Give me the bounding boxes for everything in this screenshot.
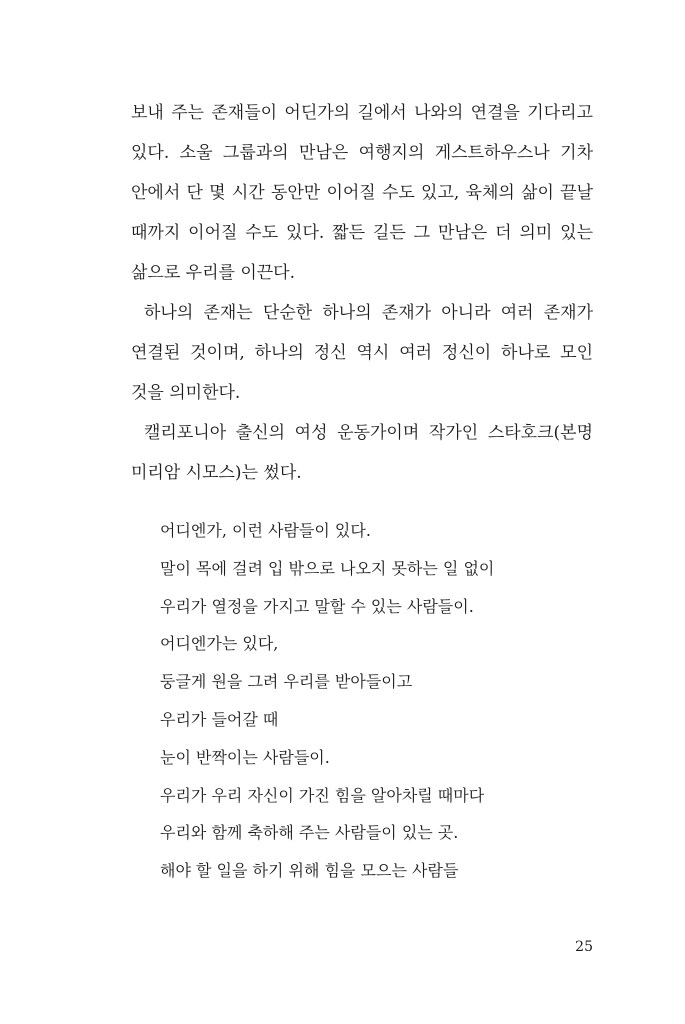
prose-paragraph: 하나의 존재는 단순한 하나의 존재가 아니라 여러 존재가 연결된 것이며, 하나의 정신 역시 여러 정신이 하나로 모인 것을 의미한다. [131,303,593,403]
page-number: 25 [575,939,593,955]
prose-section [131,93,593,493]
prose-paragraph: 보내 주는 존재들이 어딘가의 길에서 나와의 연결을 기다리고 있다. 소울 그룹과의 만남은 여행지의 게스트하우스나 기차 안에서 단 몇 시간 동안만 이어질 수도 있고, 육체의 삶이 끝날 때까지 이어질 수도 있다. 짧든 길든 그 만남은 더 의미 있는 삶으로 우리를 이끈다. [131,103,593,283]
poem-quote [160,512,590,890]
poem-line: 우리가 우리 자신이 가진 힘을 알아차릴 때마다 [160,785,485,805]
poem-line: 해야 할 일을 하기 위해 힘을 모으는 사람들 [160,861,459,881]
poem-line: 눈이 반짝이는 사람들이. [160,747,330,767]
poem-line: 어디엔가, 이런 사람들이 있다. [160,521,371,540]
poem-line: 둥글게 원을 그려 우리를 받아들이고 [160,672,413,692]
poem-line: 우리가 들어갈 때 [160,709,279,729]
poem-line: 우리와 함께 축하해 주는 사람들이 있는 곳. [160,823,459,843]
poem-line: 어디엔가는 있다, [160,634,279,654]
prose-paragraph: 캘리포니아 출신의 여성 운동가이며 작가인 스타호크(본명 미리암 시모스)는 썼다. [131,423,593,483]
poem-line: 말이 목에 걸려 입 밖으로 나오지 못하는 일 없이 [160,558,495,578]
poem-line: 우리가 열정을 가지고 말할 수 있는 사람들이. [160,596,474,616]
